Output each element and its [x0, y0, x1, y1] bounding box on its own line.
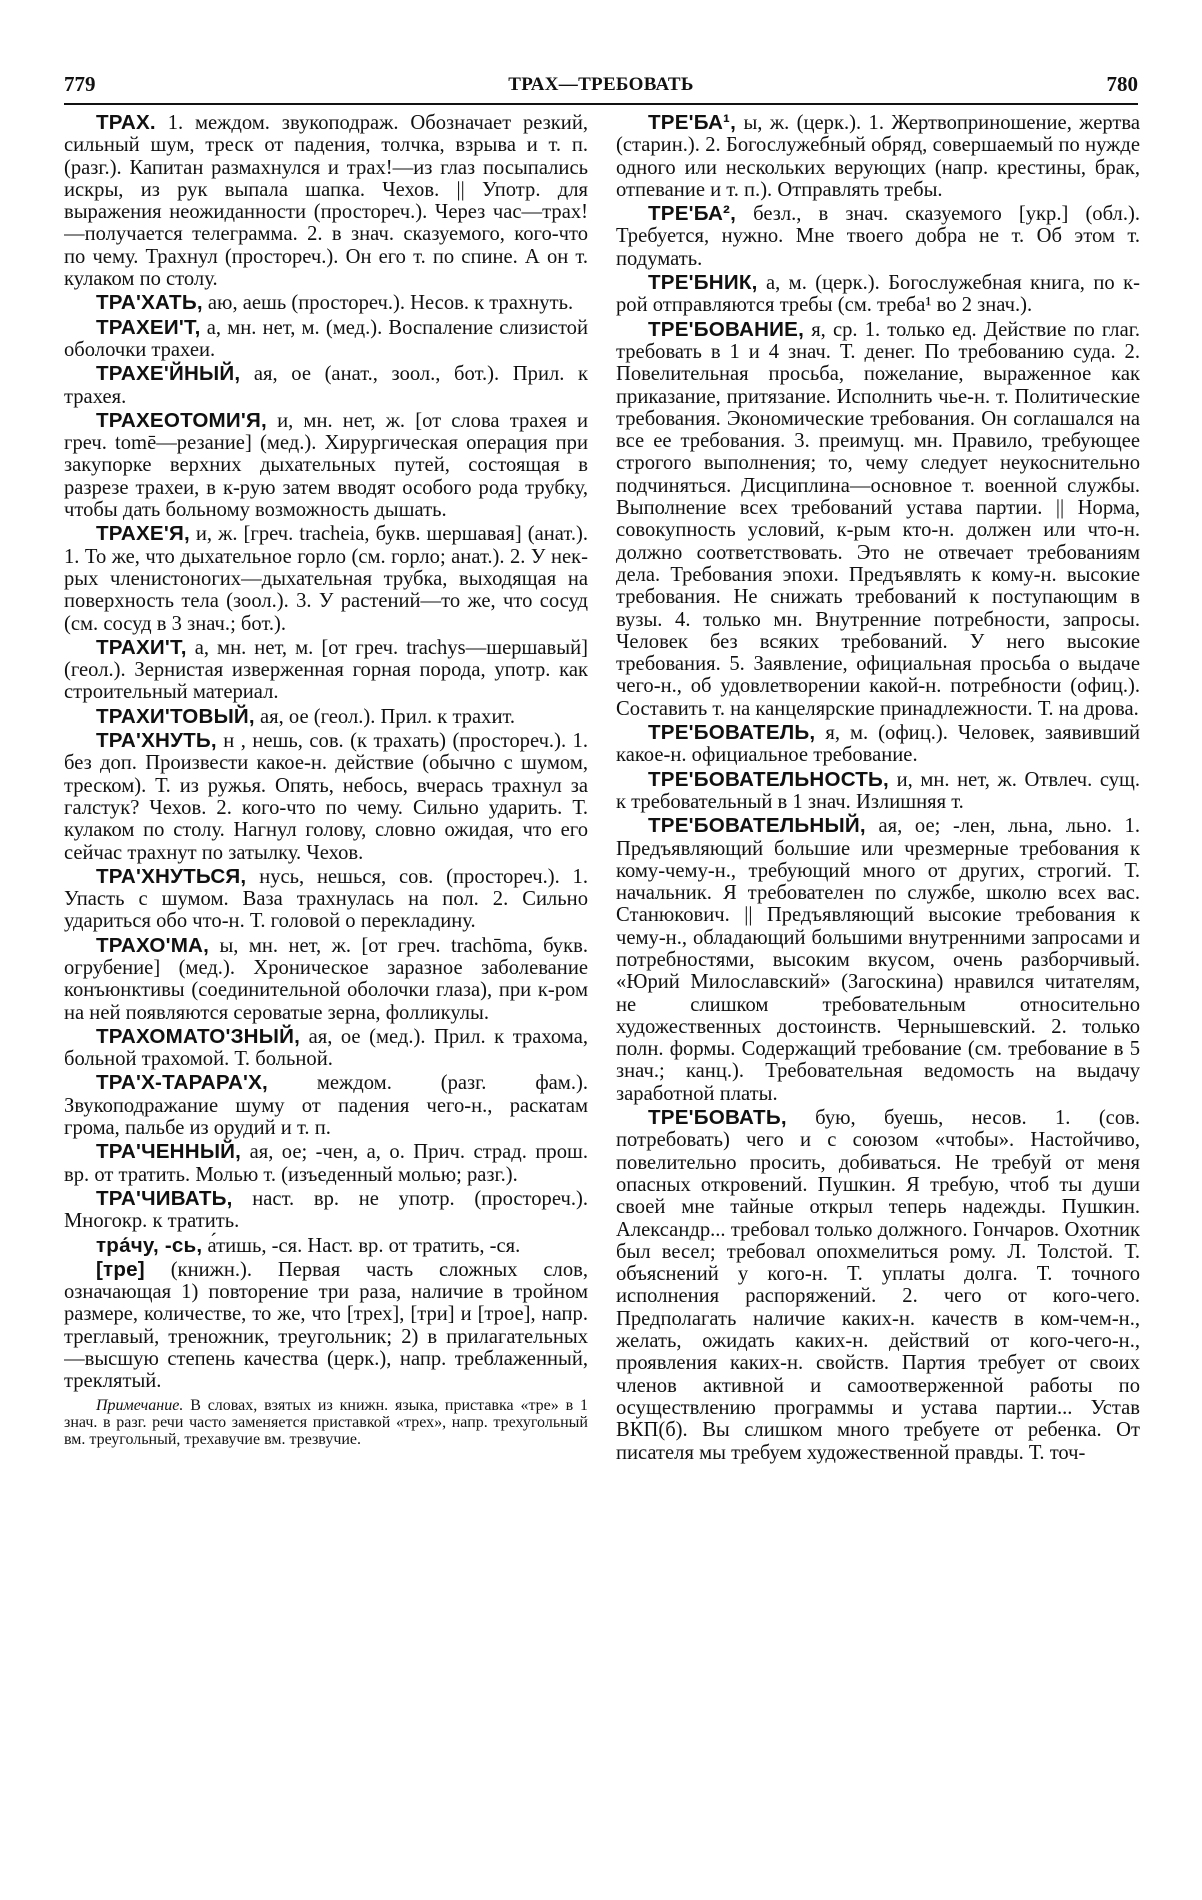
entry-headword: ТРАХО'МА,	[96, 933, 210, 957]
entry-body: а, мн. нет, м. (мед.). Воспаление слизистой оболочки трахеи.	[64, 316, 588, 361]
entry-body: н , нешь, сов. (к трахать) (простореч.). 1. без доп. Произвести какое-н. действие (обычно с шумом, треском). Т. из ружья. Опять, небось, вчерась трахнул за галстук? Чехов. 2. кого-что по чему. Сильно ударить. Т. кулаком по столу. Нагнул голову, словно ожидая, что его сейчас трахнут по затылку. Чехов.	[64, 730, 588, 864]
entry-body: а, м. (церк.). Богослужебная книга, по к-рой отправляются требы (см. треба¹ во 2 знач.).	[616, 272, 1140, 317]
entry-headword: ТРЕ'БОВАТЬ,	[648, 1106, 787, 1130]
dictionary-entry	[616, 112, 1140, 201]
dictionary-entry	[616, 815, 1140, 1105]
entry-headword: ТРАХ.	[96, 112, 156, 134]
right-column	[616, 112, 1140, 1872]
entry-body: ая, ое (мед.). Прил. к трахома, больной трахомой. Т. больной.	[64, 1025, 588, 1071]
dictionary-entry	[64, 706, 588, 728]
entry-body: а́тишь, -ся. Наст. вр. от тратить, -ся.	[207, 1234, 521, 1257]
entry-body: бую, буешь, несов. 1. (сов. потребовать) чего и с союзом «чтобы». Настойчиво, повелительно просить, добиваться. Не требуй от меня опасных откровений. Пушкин. Я требую, чтоб ты души своей мне тайные открыл теперь надежды. Пушкин. Александр... требовал только должного. Гончаров. Охотник был весел; требовал опохмелиться рому. Л. Толстой. Т. объяснений у кого-н. Т. уплаты долга. Т. точного исполнения распоряжений. 2. чего от кого-чего. Предполагать наличие каких-н. качеств в ком-чем-н., желать, ожидать каких-н. действий от кого-чего-н., проявления каких-н. свойств. Партия требует от своих членов активной и самоотверженной работы по осуществлению программы и устава партии... Устав ВКП(б). Вы слишком много требуете от ребенка. От писателя мы требуем художественной правды. Т. точ-	[616, 1107, 1140, 1464]
entry-body: ая, ое (геол.). Прил. к трахит.	[260, 705, 516, 728]
dictionary-entry	[64, 730, 588, 864]
entry-headword: ТРАХИ'ТОВЫЙ,	[96, 704, 255, 728]
entry-headword: ТРА'ХНУТЬСЯ,	[96, 864, 247, 888]
entry-headword: ТРЕ'БОВАНИЕ,	[648, 317, 805, 341]
entry-body: я, м. (офиц.). Человек, заявивший какое-н. официальное требование.	[616, 722, 1140, 767]
entry-headword: ТРЕ'БОВАТЕЛЬНОСТЬ,	[648, 767, 889, 791]
dictionary-entry	[616, 272, 1140, 317]
dictionary-entry	[64, 1235, 588, 1257]
dictionary-entry	[64, 1188, 588, 1233]
page-header	[64, 72, 1138, 102]
entry-headword: [тре]	[96, 1257, 145, 1281]
left-column	[64, 112, 588, 1872]
dictionary-entry	[616, 203, 1140, 270]
dictionary-entry	[64, 523, 588, 634]
entry-headword: ТРАХЕИ'Т,	[96, 315, 201, 339]
footnote	[64, 1397, 588, 1448]
entry-headword: ТРАХЕ'Я,	[96, 522, 190, 546]
entry-body: безл., в знач. сказуемого [укр.] (обл.). Требуется, нужно. Мне твоего добра не т. Об этом т. подумать.	[616, 203, 1140, 270]
entry-headword: ТРАХОМАТО'ЗНЫЙ,	[96, 1024, 301, 1048]
entry-body: ы, мн. нет, ж. [от греч. trachōma, букв. огрубение] (мед.). Хроническое заразное заболевание конъюнктивы (соединительной оболочки глаза), при к-ром на ней появляются сероватые зерна, фолликулы.	[64, 934, 588, 1024]
entry-headword: ТРАХЕОТОМИ'Я,	[96, 408, 267, 432]
dictionary-entry	[64, 1141, 588, 1186]
entry-body: ы, ж. (церк.). 1. Жертвоприношение, жертва (старин.). 2. Богослужебный обряд, совершаемый по нужде одного или нескольких верующих (напр. крестины, брак, отпевание и т. п.). Отправлять требы.	[616, 112, 1140, 201]
page-number-right: 780	[1106, 72, 1138, 96]
entry-body: аю, аешь (простореч.). Несов. к трахнуть.	[207, 292, 574, 315]
entry-body: и, ж. [греч. tracheia, букв. шершавая] (анат.). 1. То же, что дыхательное горло (см. горло; анат.). 2. У нек-рых членистоногих—дыхательная трубка, выходящая на поверхность тела (зоол.). 3. У растений—то же, что сосуд (см. сосуд в 3 знач.; бот.).	[64, 523, 588, 635]
running-head: ТРАХ—ТРЕБОВАТЬ	[508, 74, 694, 95]
dictionary-entry	[64, 292, 588, 314]
page-number-left: 779	[64, 72, 96, 96]
right-entries	[616, 112, 1140, 1464]
dictionary-entry	[64, 866, 588, 933]
entry-headword: ТРАХИ'Т,	[96, 635, 187, 659]
entry-body: и, мн. нет, ж. Отвлеч. сущ. к требовательный в 1 знач. Излишняя т.	[616, 768, 1140, 813]
entry-headword: ТРЕ'БОВАТЕЛЬНЫЙ,	[648, 814, 866, 838]
dictionary-entry	[64, 410, 588, 521]
dictionary-entry	[616, 769, 1140, 814]
dictionary-entry	[616, 319, 1140, 720]
entry-body: нусь, нешься, сов. (простореч.). 1. Упасть с шумом. Ваза трахнулась на пол. 2. Сильно удариться обо что-н. Т. головой о перекладину.	[64, 865, 588, 933]
dictionary-entry	[64, 637, 588, 704]
dictionary-entry	[64, 112, 588, 290]
entry-body: а, мн. нет, м. [от греч. trachys—шершавый] (геол.). Зернистая изверженная горная порода, употр. как строительный материал.	[64, 636, 588, 704]
dictionary-entry	[64, 1026, 588, 1071]
entry-body: 1. междом. звукоподраж. Обозначает резкий, сильный шум, треск от падения, толчка, взрыва и т. п. (разг.). Капитан размахнулся и трах!—из глаз посыпались искры, из рук выпала шапка. Чехов. || Употр. для выражения неожиданности (простореч.). Через час—трах!—получается телеграмма. 2. в знач. сказуемого, кого-что по чему. Трахнул (простореч.). Он его т. по спине. А он т. кулаком по столу.	[64, 112, 588, 291]
entry-headword: ТРЕ'БНИК,	[648, 271, 758, 295]
entry-body: наст. вр. не употр. (простореч.). Многокр. к тратить.	[64, 1187, 588, 1233]
entry-headword: ТРЕ'БОВАТЕЛЬ,	[648, 721, 816, 745]
entry-headword: ТРА'ХАТЬ,	[96, 291, 203, 315]
left-entries	[64, 112, 588, 1393]
entry-body: ая, ое; -чен, а, о. Прич. страд. прош. вр. от тратить. Молью т. (изъеденный молью; разг.).	[64, 1141, 588, 1186]
entry-body: ая, ое; -лен, льна, льно. 1. Предъявляющий большие или чрезмерные требования к кому-чему-н., требующий много от других, строгий. Т. начальник. Я требователен по службе, школю всех вас. Станюкович. || Предъявляющий высокие требования к чему-н., обладающий большими внутренними запросами и потребностями, высоким вкусом, очень разборчивый. «Юрий Милославский» (Загоскина) нравился читателям, не слишком требовательным относительно художественных достоинств. Чернышевский. 2. только полн. формы. Содержащий требование (см. требование в 5 знач.; канц.). Требовательная ведомость на выдачу заработной платы.	[616, 815, 1140, 1105]
entry-body: междом. (разг. фам.). Звукоподражание шуму от падения чего-н., раскатам грома, пальбе из орудий и т. п.	[64, 1072, 588, 1140]
entry-headword: ТРЕ'БА¹,	[648, 112, 737, 134]
entry-headword: ТРА'Х-ТАРАРА'Х,	[96, 1071, 268, 1095]
entry-headword: тра́чу, -сь,	[96, 1233, 203, 1257]
entry-headword: ТРАХЕ'ЙНЫЙ,	[96, 362, 241, 386]
entry-headword: ТРА'ХНУТЬ,	[96, 729, 217, 753]
dictionary-entry	[64, 935, 588, 1024]
entry-headword: ТРА'ЧЕННЫЙ,	[96, 1140, 242, 1164]
header-rule	[64, 103, 1138, 105]
dictionary-entry	[616, 1107, 1140, 1464]
dictionary-entry	[616, 722, 1140, 767]
dictionary-entry	[64, 1259, 588, 1393]
dictionary-entry	[64, 363, 588, 408]
entry-body: ая, ое (анат., зоол., бот.). Прил. к трахея.	[64, 363, 588, 408]
footnote-text: В словах, взятых из книжн. языка, приставка «тре» в 1 знач. в разг. речи часто заменяется приставкой «трех», напр. трехугольный вм. треугольный, трехавучие вм. трезвучие.	[64, 1396, 588, 1448]
entry-body: и, мн. нет, ж. [от слова трахея и греч. tomē—резание] (мед.). Хирургическая операция при закупорке верхних дыхательных путей, состоящая в разрезе трахеи, в к-рую затем вводят особого рода трубку, чтобы дать больному возможность дышать.	[64, 409, 588, 522]
entry-body: (книжн.). Первая часть сложных слов, означающая 1) повторение три раза, наличие в тройном размере, количестве, то же, что [трех], [три] и [трое], напр. трeглавый, треножник, треугольник; 2) в прилагательных—высшую степень качества (церк.), напр. треблаженный, треклятый.	[64, 1258, 588, 1393]
footnote-label: Примечание.	[96, 1396, 184, 1414]
entry-headword: ТРЕ'БА²,	[648, 202, 737, 226]
dictionary-entry	[64, 1072, 588, 1139]
entry-headword: ТРА'ЧИВАТЬ,	[96, 1186, 233, 1210]
entry-body: я, ср. 1. только ед. Действие по глаг. требовать в 1 и 4 знач. Т. денег. По требованию суда. 2. Повелительная просьба, пожелание, выраженное как приказание, притязание. Исполнить чье-н. т. Политические требования. Экономические требования. Он соглашался на все ее требования. 3. преимущ. мн. Правило, требующее строгого выполнения; то, чему следует неукоснительно подчиняться. Дисциплина—основное т. военной службы. Выполнение всех требований устава партии. || Норма, совокупность условий, к-рым кто-н. должен или что-н. должно соответствовать. Это не отвечает требованиям дела. Требования эпохи. Предъявлять к кому-н. высокие требования. Не снижать требований к поступающим в вузы. 4. только мн. Внутренние потребности, запросы. Человек без всяких требований. У него высокие требования. 5. Заявление, официальная просьба о выдаче чего-н., об удовлетворении какой-н. потребности (офиц.). Составить т. на канцелярские принадлежности. Т. на дрова.	[616, 318, 1140, 720]
dictionary-entry	[64, 317, 588, 362]
